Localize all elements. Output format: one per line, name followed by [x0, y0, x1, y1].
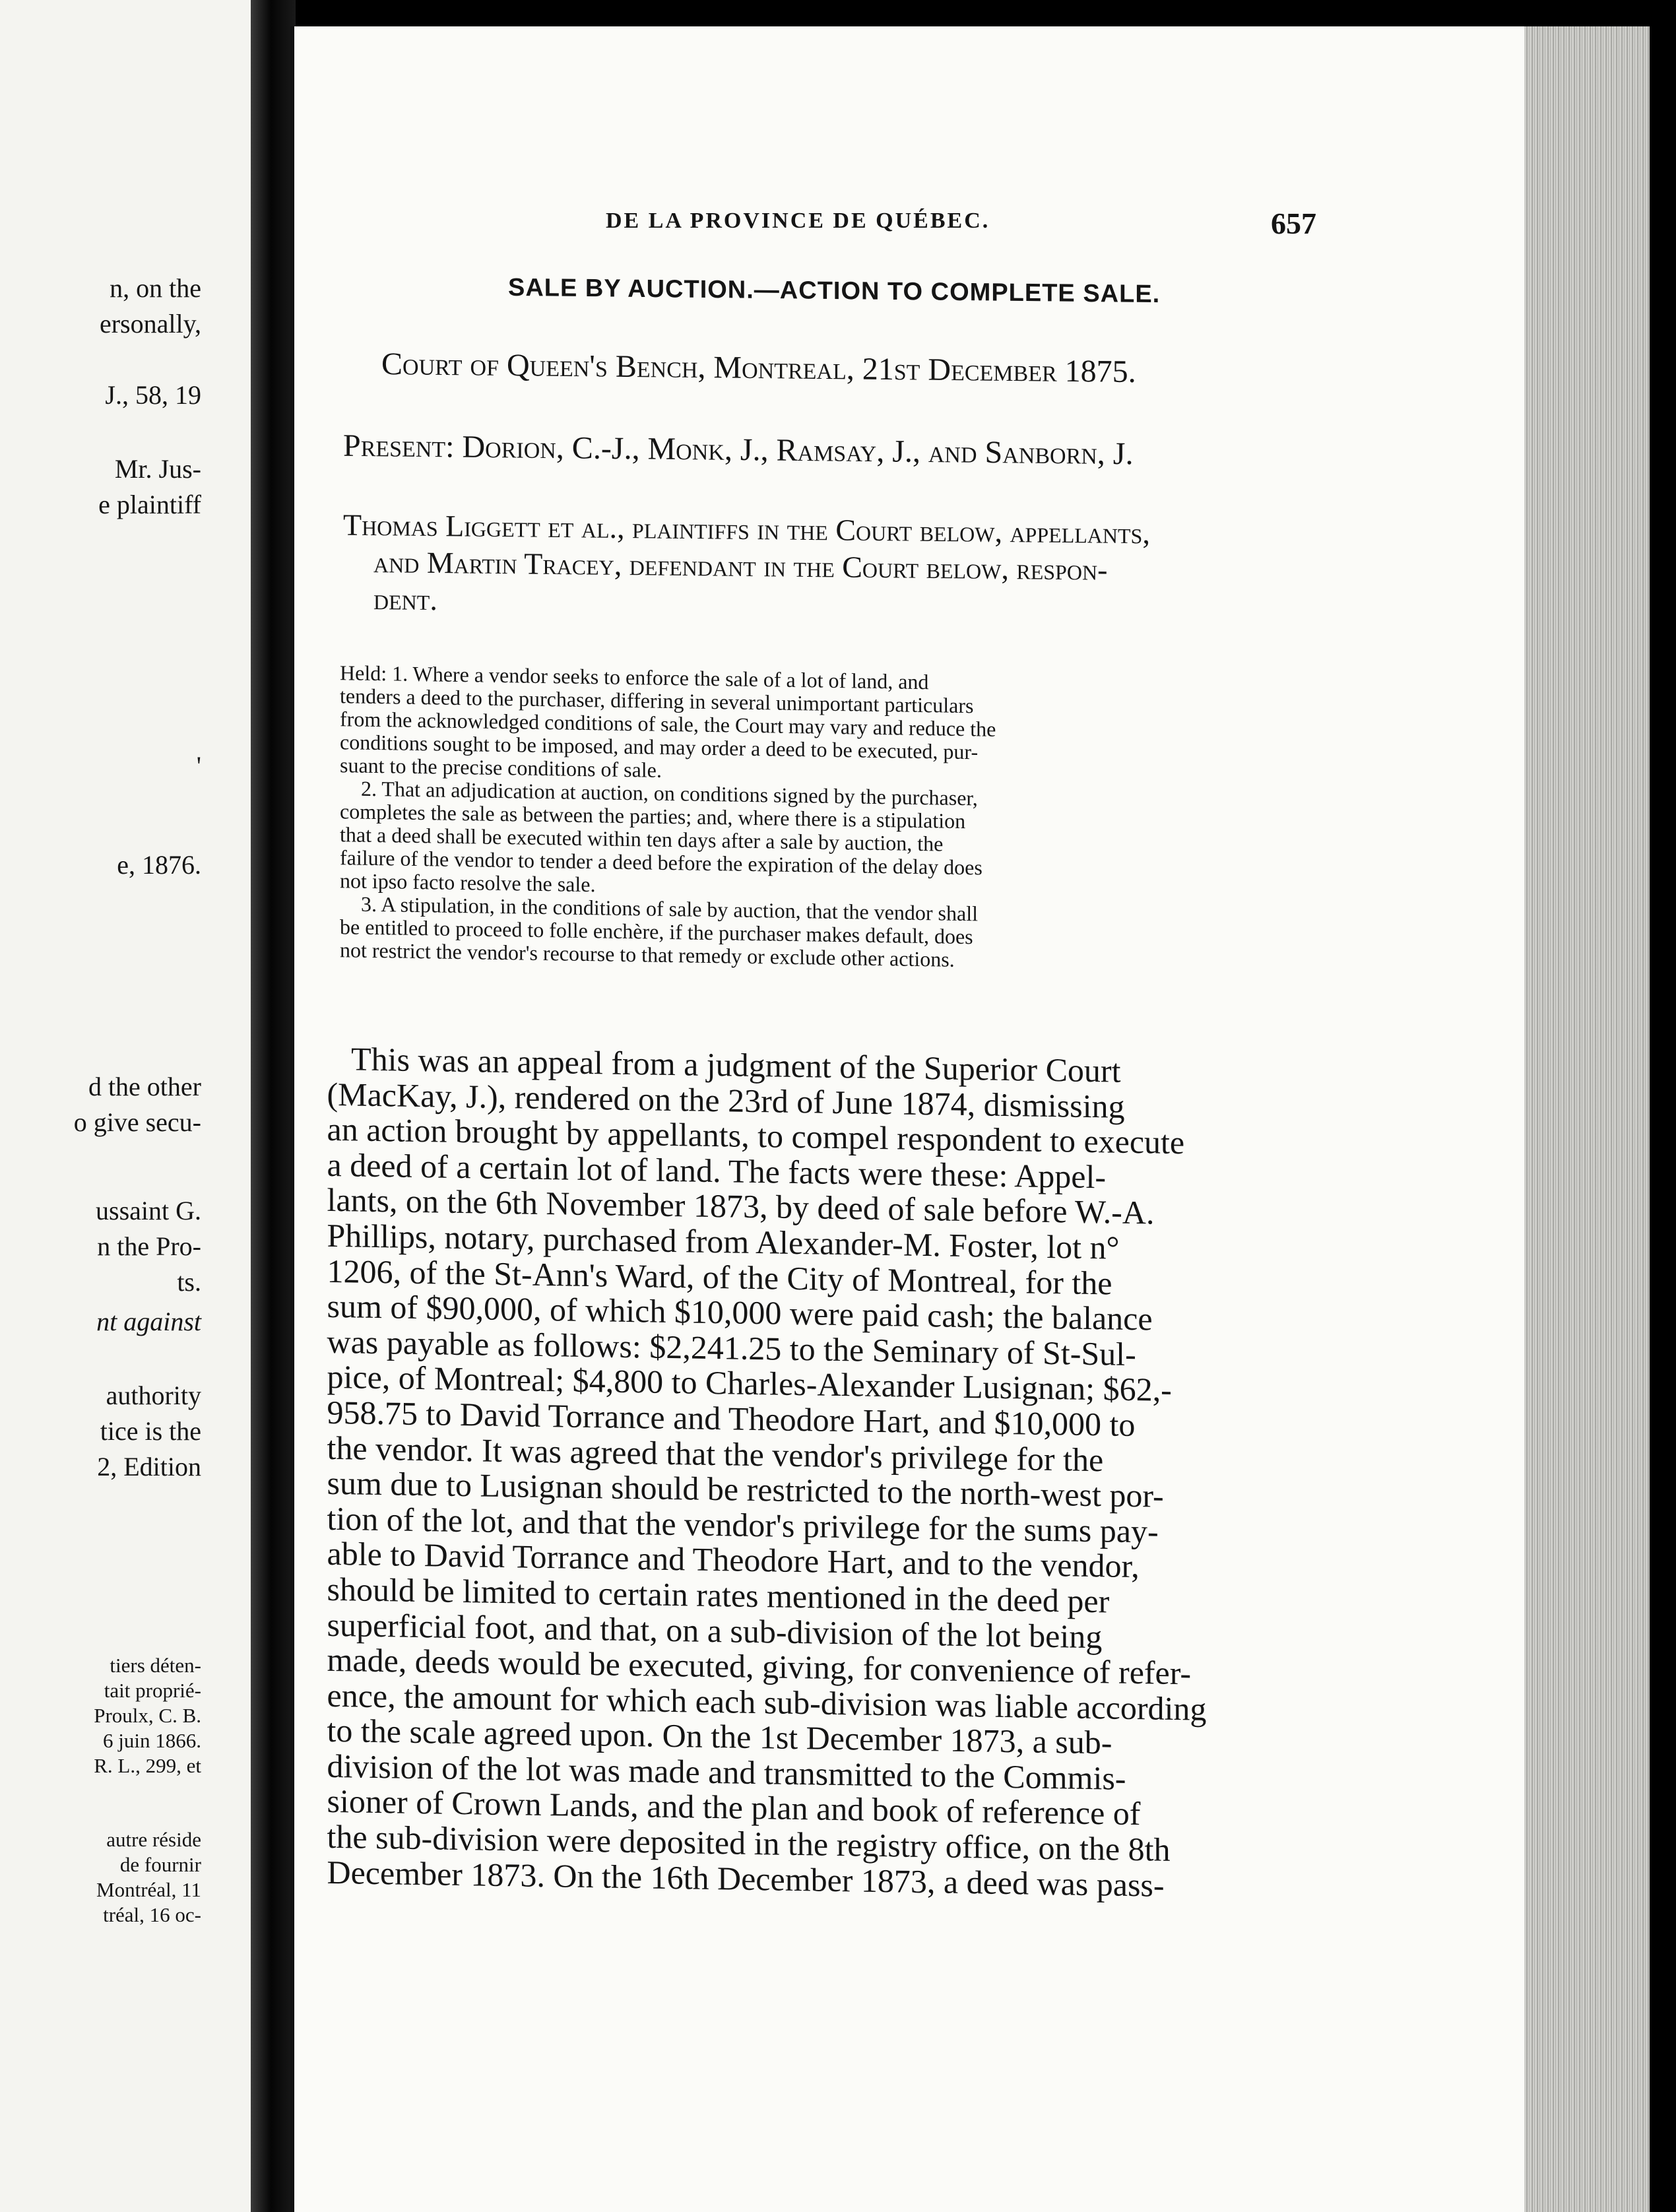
left-page-line: nt against — [96, 1307, 201, 1336]
left-page-line: authority — [106, 1381, 201, 1410]
left-page-line: d the other — [88, 1072, 201, 1101]
left-page-line: R. L., 299, et — [94, 1754, 201, 1777]
headnote: Held: 1. Where a vendor seeks to enforce the sale of a lot of land, and tenders a deed to the purchaser, differing in several unimportant particulars from the acknowledged conditions of sale, the Court may vary and reduce the conditions sought to be imposed, and may order a deed to be executed, pur- suant to the precise conditions of sale. 2. That an adjudication at auction, on conditions signed by the purchaser, completes the sale as between the parties; and, where there is a stipulation that a deed shall be executed within ten days after a sale by auction, the failure of the vendor to tender a deed before the expiration of the delay does not ipso facto resolve the sale. 3. A stipulation, in the conditions of sale by auction, that the vendor shall be entitled to proceed to folle enchère, if the purchaser makes default, does not restrict the vendor's recourse to that remedy or exclude other actions. — [340, 661, 996, 971]
left-page-line: tréal, 16 oc- — [103, 1903, 201, 1926]
left-page-line: 6 juin 1866. — [103, 1729, 201, 1752]
present-judges-line: Present: Dorion, C.-J., Monk, J., Ramsay, J., and Sanborn, J. — [343, 428, 1134, 472]
case-parties: Thomas Liggett et al., plaintiffs in the Court below, appellants, and Martin Tracey, defendant in the Court below, respon- dent. — [343, 507, 1150, 617]
page-number: 657 — [1271, 207, 1316, 240]
left-page-line: ussaint G. — [96, 1196, 201, 1225]
left-page-line: e plaintiff — [98, 490, 201, 519]
left-page-line: de fournir — [119, 1853, 201, 1876]
left-page-line: Proulx, C. B. — [94, 1704, 201, 1727]
body-text: This was an appeal from a judgment of the Superior Court (MacKay, J.), rendered on the 23rd of June 1874, dismissing an action brought by appellants, to compel respondent to execute a deed of a certain lot of land. The facts were these: Appel- lants, on the 6th November 1873, by deed of sale before W.-A. Phillips, notary, purchased from Alexander-M. Foster, lot n° 1206, of the St-Ann's Ward, of the City of Montreal, for the sum of $90,000, of which $10,000 were paid cash; the balance was payable as follows: $2,241.25 to the Seminary of St-Sul- pice, of Montreal; $4,800 to Charles-Alexander Lusignan; $62,- 958.75 to David Torrance and Theodore Hart, and $10,000 to the vendor. It was agreed that the vendor's privilege for the sum due to Lusignan should be restricted to the north-west por- tion of the lot, and that the vendor's privilege for the sums pay- able to David Torrance and Theodore Hart, and to the vendor, should be limited to certain rates mentioned in the deed per superficial foot, and that, on a sub-division of the lot being made, deeds would be executed, giving, for convenience of refer- ence, the amount for which each sub-division was liable according to the scale agreed upon. On the 1st December 1873, a sub- division of the lot was made and transmitted to the Commis- sioner of Crown Lands, and the plan and book of reference of the sub-division were deposited in the registry office, on the 8th December 1873. On the 16th December 1873, a deed was pass- — [327, 1040, 1207, 1904]
left-page-line: Mr. Jus- — [114, 454, 201, 484]
left-page-line: tiers déten- — [110, 1654, 201, 1677]
scan-border — [1650, 0, 1676, 2212]
section-heading: SALE BY AUCTION.—ACTION TO COMPLETE SALE. — [508, 273, 1161, 309]
left-page-line: ersonally, — [99, 309, 201, 339]
left-page-line: ts. — [177, 1267, 201, 1297]
left-page-line: n the Pro- — [97, 1231, 201, 1261]
book-page-edges — [1524, 26, 1656, 2212]
left-page-line: 2, Edition — [97, 1452, 201, 1481]
left-page-line: ' — [196, 751, 201, 781]
running-head: DE LA PROVINCE DE QUÉBEC. — [606, 209, 990, 233]
left-page-line: J., 58, 19 — [105, 380, 201, 410]
left-page-line: e, 1876. — [117, 850, 201, 880]
left-page-line: Montréal, 11 — [96, 1878, 201, 1901]
left-page-line: tice is the — [100, 1416, 201, 1446]
book-gutter — [251, 0, 296, 2212]
left-page-line: n, on the — [110, 273, 201, 303]
left-page-line: o give secu- — [73, 1107, 201, 1137]
left-page-line: tait proprié- — [104, 1679, 201, 1702]
court-line: Court of Queen's Bench, Montreal, 21st December 1875. — [381, 346, 1136, 389]
left-page-line: autre réside — [106, 1828, 201, 1851]
